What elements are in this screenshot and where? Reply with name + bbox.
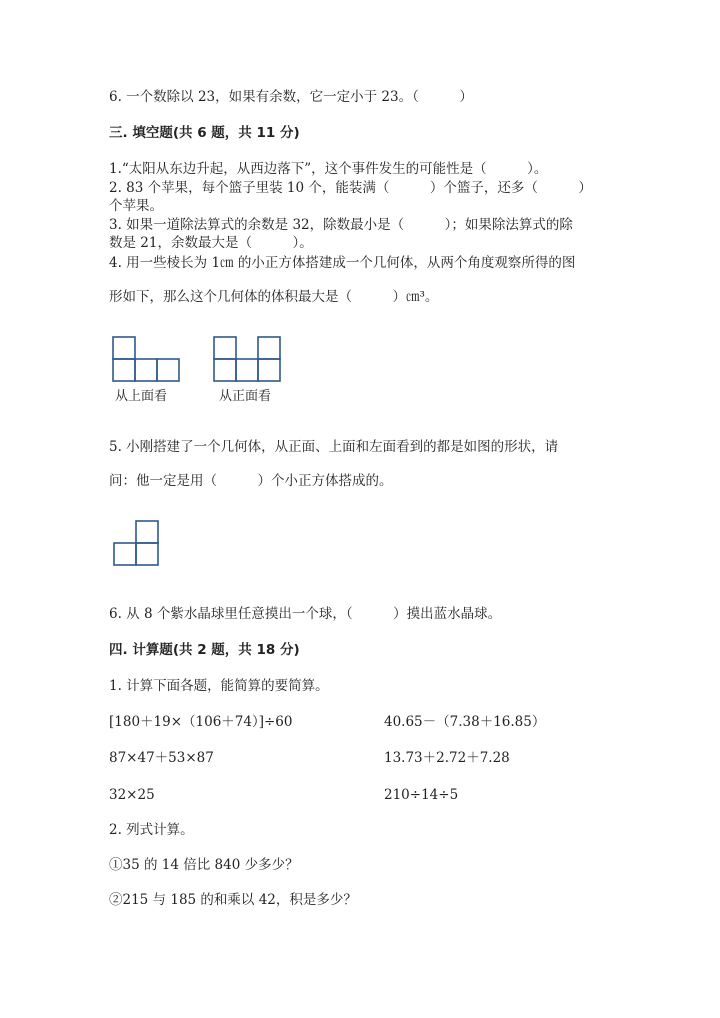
front-view-cube-3 xyxy=(214,359,236,381)
question-4-2-a: ①35 的 14 倍比 840 少多少？ xyxy=(109,857,299,873)
question-3-3-line1: 3. 如果一道除法算式的余数是 32，除数最小是（ ）；如果除法算式的除 xyxy=(109,217,573,233)
top-view-cube-1 xyxy=(113,337,135,359)
calc-4: 13.73＋2.72＋7.28 xyxy=(384,750,510,766)
calc-3: 87×47＋53×87 xyxy=(109,750,214,766)
section-3-heading: 三. 填空题(共 6 题，共 11 分) xyxy=(109,125,300,141)
question-3-1: 1.“太阳从东边升起，从西边落下”，这个事件发生的可能性是（ ）。 xyxy=(109,161,548,177)
question-4-2-title: 2. 列式计算。 xyxy=(109,822,194,838)
question-5-figure xyxy=(114,521,160,567)
calc-5: 32×25 xyxy=(109,787,155,803)
question-3-5-line2: 问：他一定是用（ ）个小正方体搭成的。 xyxy=(109,473,393,489)
q5-cube-2 xyxy=(114,543,136,565)
front-view-cube-2 xyxy=(258,337,280,359)
top-view-cube-4 xyxy=(157,359,179,381)
top-view-label: 从上面看 xyxy=(115,389,168,404)
calc-6: 210÷14÷5 xyxy=(384,787,459,803)
q5-cube-1 xyxy=(136,521,158,543)
section-4-heading: 四. 计算题(共 2 题，共 18 分) xyxy=(109,642,300,658)
front-view-figure xyxy=(214,337,282,383)
question-3-4-line1: 4. 用一些棱长为 1㎝ 的小正方体搭建成一个几何体，从两个角度观察所得的图 xyxy=(109,255,576,271)
question-3-6: 6. 从 8 个紫水晶球里任意摸出一个球，（ ）摸出蓝水晶球。 xyxy=(109,606,502,622)
front-view-cube-5 xyxy=(258,359,280,381)
calc-2: 40.65－（7.38＋16.85） xyxy=(384,714,546,730)
calc-1: [180＋19×（106＋74）]÷60 xyxy=(109,714,293,730)
top-view-cube-3 xyxy=(135,359,157,381)
top-view-cube-2 xyxy=(113,359,135,381)
question-3-2-line1: 2. 83 个苹果，每个篮子里装 10 个，能装满（ ）个篮子，还多（ ） xyxy=(109,180,592,196)
question-3-3-line2: 数是 21，余数最大是（ ）。 xyxy=(109,235,313,251)
top-view-figure xyxy=(113,337,181,383)
question-3-2-line2: 个苹果。 xyxy=(109,198,163,214)
front-view-cube-1 xyxy=(214,337,236,359)
question-3-5-line1: 5. 小刚搭建了一个几何体，从正面、上面和左面看到的都是如图的形状，请 xyxy=(109,439,559,455)
front-view-label: 从正面看 xyxy=(219,389,272,404)
question-4-2-b: ②215 与 185 的和乘以 42，积是多少？ xyxy=(109,892,357,908)
front-view-cube-4 xyxy=(236,359,258,381)
question-4-1-title: 1. 计算下面各题，能简算的要简算。 xyxy=(109,678,329,694)
q5-cube-3 xyxy=(136,543,158,565)
question-2-6: 6. 一个数除以 23，如果有余数，它一定小于 23。（ ） xyxy=(109,89,473,105)
question-3-4-line2: 形如下，那么这个几何体的体积最大是（ ）㎝³。 xyxy=(109,289,439,305)
